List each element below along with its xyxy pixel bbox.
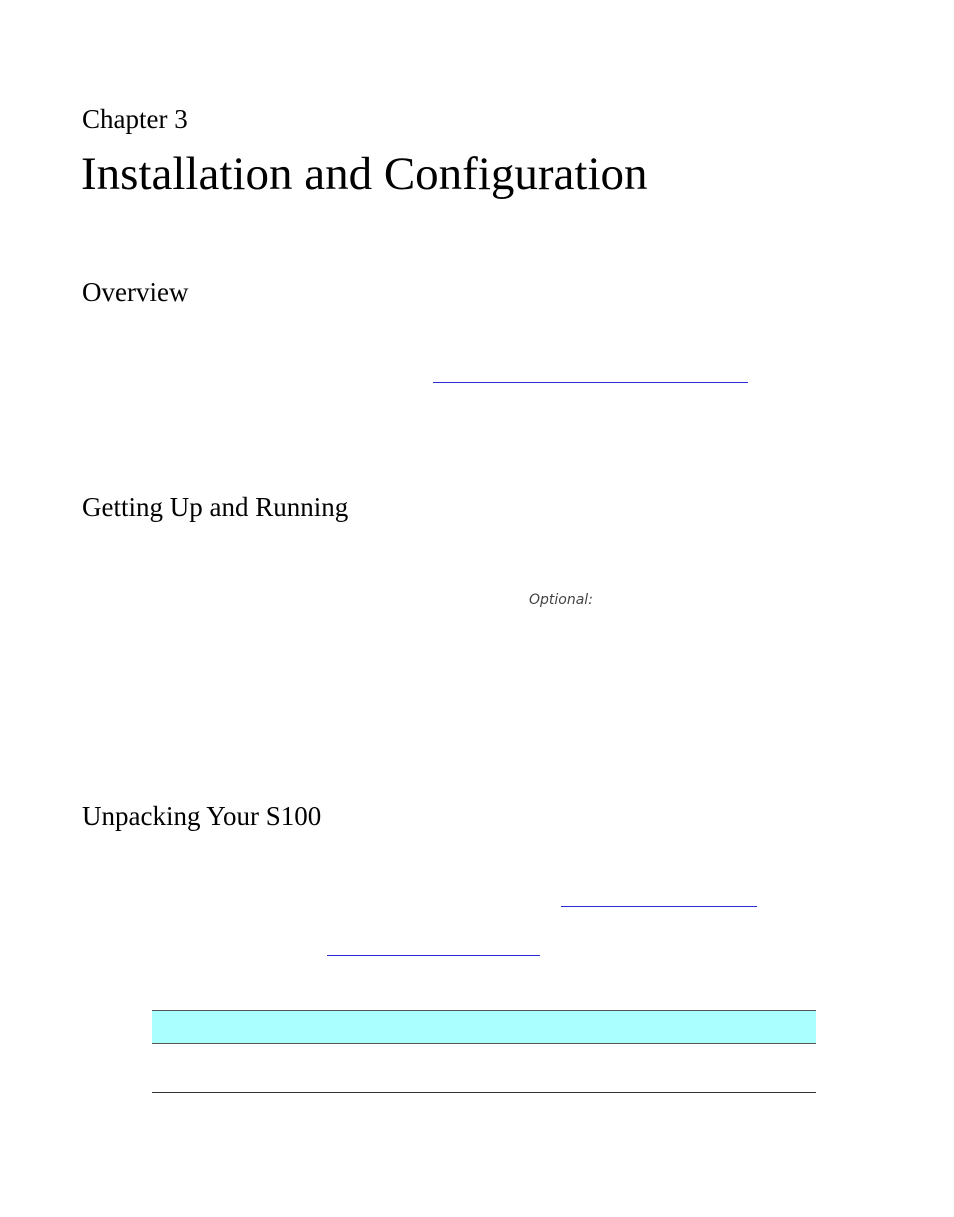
hyperlink-underline[interactable] [433,382,748,383]
optional-note: Optional: [529,592,593,608]
hyperlink-underline[interactable] [327,955,540,956]
contents-table [152,1010,816,1093]
chapter-title: Installation and Configuration [81,148,648,200]
section-heading-unpacking: Unpacking Your S100 [82,801,322,831]
table-row [152,1044,816,1093]
section-heading-overview: Overview [82,277,189,307]
section-heading-getting-up-and-running: Getting Up and Running [82,492,349,522]
chapter-label: Chapter 3 [82,104,188,134]
table-header-row [152,1010,816,1044]
hyperlink-underline[interactable] [561,906,757,907]
